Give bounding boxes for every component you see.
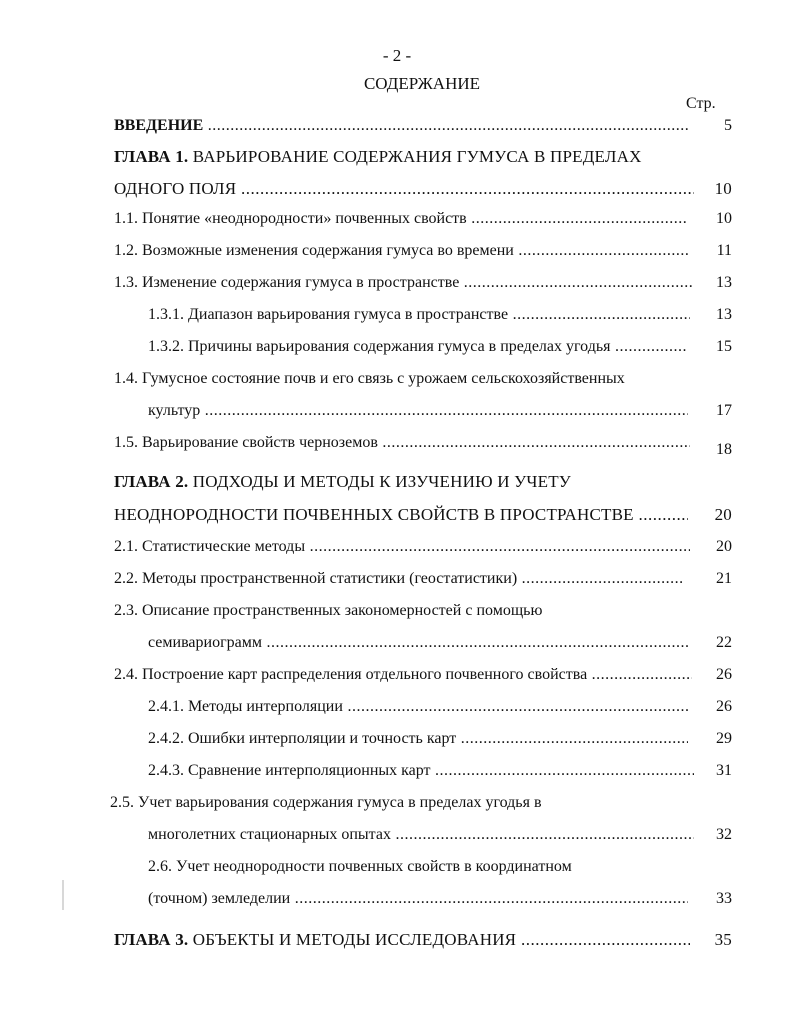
toc-entry-page: 10 — [714, 179, 732, 198]
toc-entry-label: семивариограмм ..... — [148, 631, 688, 655]
toc-entry-page: 35 — [714, 930, 732, 949]
toc-entry-page: 11 — [716, 242, 732, 259]
scan-artifact — [62, 880, 64, 910]
toc-entry-page: 29 — [716, 730, 732, 747]
toc-entry-page: 20 — [716, 538, 732, 555]
page-number: - 2 - — [382, 46, 412, 65]
toc-entry-label: 2.4. Построение карт распределения отдельного почвенного свойства ..... — [114, 663, 692, 687]
toc-entry-1-3[interactable] — [0, 271, 794, 295]
toc-entry-page: 20 — [714, 505, 732, 524]
toc-entry-label: 2.4.2. Ошибки интерполяции и точность карт ..... — [148, 727, 688, 751]
toc-entry-introduction[interactable] — [0, 114, 794, 138]
toc-entry-label: 1.3. Изменение содержания гумуса в пространстве ..... — [114, 271, 692, 295]
toc-entry-label: многолетних стационарных опытах ..... — [148, 823, 694, 847]
toc-entry-page: 5 — [724, 117, 732, 134]
toc-entry-label: 2.4.1. Методы интерполяции ..... — [148, 695, 688, 719]
toc-entry-1-5[interactable] — [0, 431, 794, 458]
toc-entry-1-4[interactable] — [0, 367, 794, 391]
toc-entry-2-5[interactable] — [0, 791, 794, 815]
toc-entry-label: (точном) земледелии ..... — [148, 887, 688, 911]
toc-entry-2-2[interactable] — [0, 567, 794, 591]
page-column-header: Стр. — [686, 95, 716, 112]
toc-entry-page: 33 — [716, 890, 732, 907]
toc-entry-1-4-cont[interactable] — [0, 399, 794, 423]
toc-entry-label: ГЛАВА 3. ОБЪЕКТЫ И МЕТОДЫ ИССЛЕДОВАНИЯ ..... — [114, 928, 690, 952]
toc-entry-page: 26 — [716, 666, 732, 683]
toc-entry-2-4[interactable] — [0, 663, 794, 687]
toc-entry-label: ГЛАВА 2. ПОДХОДЫ И МЕТОДЫ К ИЗУЧЕНИЮ И УЧЕТУ — [114, 472, 572, 491]
toc-entry-page: 13 — [716, 274, 732, 291]
toc-entry-2-4-2[interactable] — [0, 727, 794, 751]
toc-entry-label: ВВЕДЕНИЕ ..... — [114, 114, 690, 138]
toc-entry-chapter-1[interactable] — [0, 145, 794, 169]
toc-entry-1-3-2[interactable] — [0, 335, 794, 359]
toc-entry-page: 32 — [716, 826, 732, 843]
toc-entry-chapter-1-cont[interactable] — [0, 177, 794, 201]
toc-entry-2-6[interactable] — [0, 855, 794, 879]
toc-entry-label: 1.1. Понятие «неоднородности» почвенных свойств ..... — [114, 207, 688, 231]
toc-entry-chapter-2-cont[interactable] — [0, 503, 794, 527]
toc-entry-label: 2.6. Учет неоднородности почвенных свойств в координатном — [148, 858, 572, 875]
toc-entry-label: 2.2. Методы пространственной статистики (геостатистики) ..... — [114, 567, 682, 591]
toc-entry-2-5-cont[interactable] — [0, 823, 794, 847]
toc-entry-page: 13 — [716, 306, 732, 323]
toc-entry-label: ОДНОГО ПОЛЯ ..... — [114, 177, 694, 201]
toc-entry-page: 21 — [716, 570, 732, 587]
toc-entry-label: 1.4. Гумусное состояние почв и его связь с урожаем сельскохозяйственных — [114, 370, 625, 387]
toc-entry-chapter-2[interactable] — [0, 470, 794, 494]
toc-entry-2-3-cont[interactable] — [0, 631, 794, 655]
toc-entry-page: 31 — [716, 762, 732, 779]
toc-entry-label: 1.5. Варьирование свойств черноземов ..... — [114, 431, 690, 455]
toc-entry-1-3-1[interactable] — [0, 303, 794, 327]
toc-entry-2-4-3[interactable] — [0, 759, 794, 783]
toc-entry-1-2[interactable] — [0, 239, 794, 263]
toc-entry-page: 22 — [716, 634, 732, 651]
toc-entry-label: культур ..... — [148, 399, 688, 423]
toc-entry-page: 10 — [716, 210, 732, 227]
toc-entry-label: 1.2. Возможные изменения содержания гумуса во времени ..... — [114, 239, 688, 263]
toc-entry-page: 18 — [716, 441, 732, 458]
toc-entry-2-6-cont[interactable] — [0, 887, 794, 911]
toc-entry-label: ГЛАВА 1. ВАРЬИРОВАНИЕ СОДЕРЖАНИЯ ГУМУСА В ПРЕДЕЛАХ — [114, 147, 642, 166]
toc-entry-label: 1.3.2. Причины варьирования содержания гумуса в пределах угодья ..... — [148, 335, 688, 359]
toc-entry-label: 2.3. Описание пространственных закономерностей с помощью — [114, 602, 543, 619]
toc-entry-page: 17 — [716, 402, 732, 419]
toc-title: СОДЕРЖАНИЕ — [363, 74, 481, 93]
toc-entry-label: 2.1. Статистические методы ..... — [114, 535, 690, 559]
toc-entry-label: 1.3.1. Диапазон варьирования гумуса в пространстве ..... — [148, 303, 690, 327]
toc-entry-page: 26 — [716, 698, 732, 715]
toc-entry-label: 2.4.3. Сравнение интерполяционных карт ..... — [148, 759, 694, 783]
toc-entry-2-4-1[interactable] — [0, 695, 794, 719]
toc-entry-page: 15 — [716, 338, 732, 355]
toc-entry-2-3[interactable] — [0, 599, 794, 623]
toc-entry-label: 2.5. Учет варьирования содержания гумуса в пределах угодья в — [110, 794, 542, 811]
toc-entry-2-1[interactable] — [0, 535, 794, 559]
toc-entry-label: НЕОДНОРОДНОСТИ ПОЧВЕННЫХ СВОЙСТВ В ПРОСТРАНСТВЕ ..... — [114, 503, 688, 527]
toc-entry-chapter-3[interactable] — [0, 928, 794, 952]
toc-entry-1-1[interactable] — [0, 207, 794, 231]
